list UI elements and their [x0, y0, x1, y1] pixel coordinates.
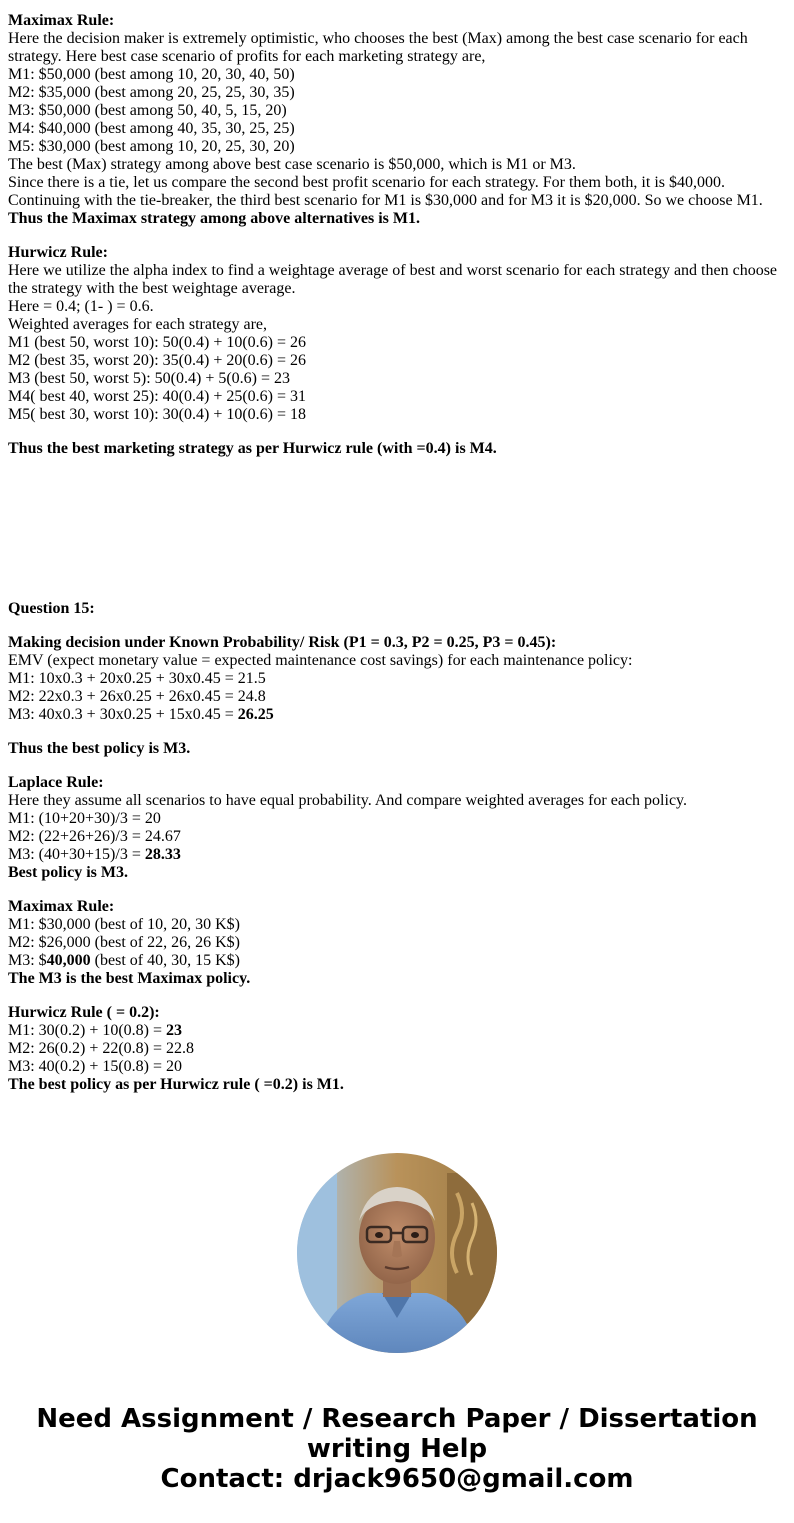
- hurwicz-item: M4( best 40, worst 25): 40(0.4) + 25(0.6) = 31: [8, 388, 307, 405]
- hurwicz-item: M1 (best 50, worst 10): 50(0.4) + 10(0.6) = 26: [8, 334, 307, 351]
- q15-maximax-conclusion: The M3 is the best Maximax policy.: [8, 970, 251, 987]
- promo-banner: [0, 1404, 794, 1494]
- q15-maximax-m3-suffix: (best of 40, 30, 15 K$): [90, 952, 240, 969]
- q15-hurwicz-m2: M2: 26(0.2) + 22(0.8) = 22.8: [8, 1040, 195, 1057]
- q15-maximax-m3: [8, 952, 784, 970]
- q15-hurwicz-m3: M3: 40(0.2) + 15(0.8) = 20: [8, 1058, 183, 1075]
- q15-maximax-m2: M2: $26,000 (best of 22, 26, 26 K$): [8, 934, 240, 951]
- hurwicz-alpha-line: Here = 0.4; (1- ) = 0.6.: [8, 298, 154, 315]
- risk-conclusion: Thus the best policy is M3.: [8, 740, 191, 757]
- hurwicz-intro: Here we utilize the alpha index to find a weightage average of best and worst scenario for each strategy and then choose the strategy with the best weightage average.: [8, 262, 778, 297]
- maximax-item: M5: $30,000 (best among 10, 20, 25, 30, 20): [8, 138, 295, 155]
- question-15-heading: Question 15:: [8, 600, 95, 617]
- hurwicz-item: M3 (best 50, worst 5): 50(0.4) + 5(0.6) = 23: [8, 370, 291, 387]
- hurwicz-item: M2 (best 35, worst 20): 35(0.4) + 20(0.6) = 26: [8, 352, 307, 369]
- maximax-item: M2: $35,000 (best among 20, 25, 25, 30, 35): [8, 84, 295, 101]
- maximax-item: M3: $50,000 (best among 50, 40, 5, 15, 20): [8, 102, 287, 119]
- q15-maximax-m3-prefix: M3: $: [8, 952, 47, 969]
- hurwicz-weighted-intro: Weighted averages for each strategy are,: [8, 316, 268, 333]
- laplace-intro: Here they assume all scenarios to have equal probability. And compare weighted averages for each policy.: [8, 792, 687, 809]
- q15-hurwicz-heading: Hurwicz Rule ( = 0.2):: [8, 1004, 160, 1021]
- maximax-tie-text: Since there is a tie, let us compare the second best profit scenario for each strategy. For them both, it is $40,000. Continuing with the tie-breaker, the third best scenario for M1 is $30,000 and for M3 it is $20,000. So we choose M1.: [8, 174, 763, 209]
- document-body: [8, 12, 784, 1094]
- laplace-m3-text: M3: (40+30+15)/3 =: [8, 846, 145, 863]
- risk-m3: [8, 706, 784, 724]
- q15-hurwicz-m1-value: 23: [166, 1022, 183, 1039]
- risk-intro: EMV (expect monetary value = expected maintenance cost savings) for each maintenance policy:: [8, 652, 633, 669]
- laplace-m1: M1: (10+20+30)/3 = 20: [8, 810, 161, 827]
- laplace-m3-value: 28.33: [144, 846, 181, 863]
- promo-contact: Contact: drjack9650@gmail.com: [160, 1464, 634, 1494]
- author-photo: [297, 1153, 497, 1353]
- maximax-item: M4: $40,000 (best among 40, 35, 30, 25, 25): [8, 120, 295, 137]
- q15-maximax-m1: M1: $30,000 (best of 10, 20, 30 K$): [8, 916, 240, 933]
- q15-maximax-m3-value: 40,000: [46, 952, 91, 969]
- q15-maximax-heading: Maximax Rule:: [8, 898, 115, 915]
- laplace-m2: M2: (22+26+26)/3 = 24.67: [8, 828, 181, 845]
- maximax-best-text: The best (Max) strategy among above best case scenario is $50,000, which is M1 or M3.: [8, 156, 576, 173]
- q15-hurwicz-conclusion: The best policy as per Hurwicz rule ( =0.2) is M1.: [8, 1076, 344, 1093]
- maximax-conclusion: Thus the Maximax strategy among above alternatives is M1.: [8, 210, 420, 227]
- laplace-heading: Laplace Rule:: [8, 774, 104, 791]
- risk-m2: M2: 22x0.3 + 26x0.25 + 26x0.45 = 24.8: [8, 688, 266, 705]
- hurwicz-conclusion: Thus the best marketing strategy as per Hurwicz rule (with =0.4) is M4.: [8, 440, 497, 457]
- risk-heading: Making decision under Known Probability/ Risk (P1 = 0.3, P2 = 0.25, P3 = 0.45):: [8, 634, 557, 651]
- maximax-item: M1: $50,000 (best among 10, 20, 30, 40, 50): [8, 66, 295, 83]
- laplace-m3: [8, 846, 784, 864]
- hurwicz-item: M5( best 30, worst 10): 30(0.4) + 10(0.6) = 18: [8, 406, 307, 423]
- author-portrait-image: [297, 1153, 497, 1353]
- risk-m3-text: M3: 40x0.3 + 30x0.25 + 15x0.45 =: [8, 706, 238, 723]
- promo-line-2: writing Help: [306, 1434, 488, 1464]
- laplace-conclusion: Best policy is M3.: [8, 864, 128, 881]
- risk-m3-value: 26.25: [237, 706, 274, 723]
- q15-hurwicz-m1-text: M1: 30(0.2) + 10(0.8) =: [8, 1022, 167, 1039]
- risk-m1: M1: 10x0.3 + 20x0.25 + 30x0.45 = 21.5: [8, 670, 266, 687]
- q15-hurwicz-m1: [8, 1022, 784, 1040]
- hurwicz-heading: Hurwicz Rule:: [8, 244, 108, 261]
- maximax-heading: Maximax Rule:: [8, 12, 115, 29]
- maximax-intro: Here the decision maker is extremely optimistic, who chooses the best (Max) among the best case scenario for each strategy. Here best case scenario of profits for each marketing strategy are,: [8, 30, 748, 65]
- promo-line-1: Need Assignment / Research Paper / Dissertation: [36, 1404, 758, 1434]
